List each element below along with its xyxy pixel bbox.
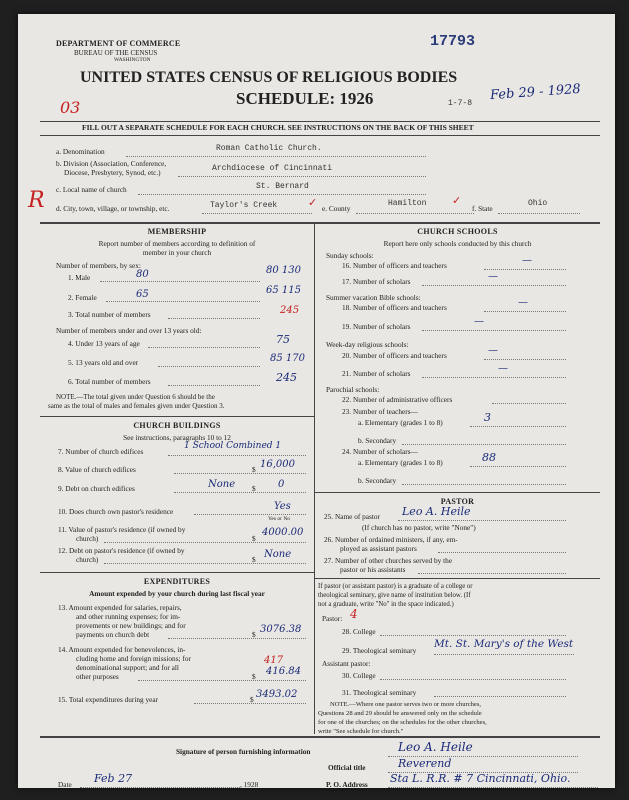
q19-label: 19. Number of scholars [342, 322, 411, 331]
q2-value-correction: 65 115 [266, 285, 301, 296]
assistant-label: Assistant pastor: [322, 659, 371, 668]
county-line [356, 213, 474, 214]
q6-value: 245 [276, 371, 297, 384]
buildings-rule [40, 572, 314, 573]
address-value: Sta L. R.R. # 7 Cincinnati, Ohio. [390, 772, 571, 785]
q3-line [168, 318, 260, 319]
q10-line [194, 514, 306, 515]
q14-answer-line [138, 680, 306, 681]
q23a-label: a. Elementary (grades 1 to 8) [358, 418, 443, 427]
q23a-value: 3 [484, 411, 491, 424]
pastor-note4: write "See schedule for church." [318, 728, 404, 735]
date-value: Feb 27 [94, 772, 133, 785]
summer-label: Summer vacation Bible schools: [326, 293, 421, 302]
q5-value: 85 170 [270, 353, 305, 364]
parochial-label: Parochial schools: [326, 385, 380, 394]
footer-rule [40, 736, 600, 738]
column-divider [314, 222, 315, 734]
state-value: Ohio [528, 199, 548, 208]
dollar-sign: $ [252, 630, 256, 639]
date-line [80, 787, 240, 788]
q27-label: 27. Number of other churches served by the [324, 556, 453, 565]
dollar-sign: $ [252, 534, 256, 543]
q3-label: 3. Total number of members [68, 310, 151, 319]
schedule-code: 1-7-8 [448, 99, 473, 108]
red-r-mark: R [28, 188, 45, 213]
address-line [388, 787, 598, 788]
q9-line [174, 492, 306, 493]
q23a-line [470, 426, 566, 427]
q12-label-cont: church) [76, 555, 99, 564]
red-check-icon: ✓ [452, 195, 462, 207]
schools-sub: Report here only schools conducted by this church [383, 239, 532, 248]
dollar-sign: $ [252, 672, 256, 681]
q31-line [434, 696, 566, 697]
q24a-label: a. Elementary (grades 1 to 8) [358, 458, 443, 467]
q20-label: 20. Number of officers and teachers [342, 351, 447, 360]
schedule-number: 17793 [430, 33, 476, 50]
buildings-sub: See instructions, paragraphs 10 to 12 [123, 433, 231, 442]
pastor-note3: for one of the churches; on the schedules for the other churches, [318, 719, 487, 726]
q7-value: 1 School Combined 1 [184, 441, 282, 451]
q12-label: 12. Debt on pastor's residence (if owned by [58, 546, 185, 555]
q25-label: 25. Name of pastor [324, 512, 380, 521]
q2-value: 65 [136, 289, 149, 300]
q10-hint: Yes or No [268, 516, 291, 522]
dollar-sign: $ [250, 695, 254, 704]
bureau-name: BUREAU OF THE CENSUS [74, 49, 158, 57]
q8-value: 16,000 [260, 459, 295, 470]
q11-label: 11. Value of pastor's residence (if owned by [58, 525, 186, 534]
city-label: d. City, town, village, or township, etc. [56, 204, 170, 213]
q29-label: 29. Theological seminary [342, 646, 417, 655]
q23-label: 23. Number of teachers— [342, 407, 418, 416]
pastor-heading: PASTOR [440, 497, 475, 506]
q13-line2: and other running expenses; for im- [76, 612, 181, 621]
q13-line4: payments on church debt [76, 630, 150, 639]
q26-label-cont: ployed as assistant pastors [340, 544, 417, 553]
q9-label: 9. Debt on church edifices [58, 484, 135, 493]
division-label-cont: Diocese, Presbytery, Synod, etc.) [64, 168, 161, 177]
q24a-value: 88 [482, 451, 496, 464]
q9-value: None [208, 479, 236, 490]
q19-line [422, 330, 566, 331]
graduate-note1: If pastor (or assistant pastor) is a graduate of a college or [318, 583, 473, 590]
official-title-label: Official title [328, 763, 366, 772]
county-value: Hamilton [388, 199, 427, 208]
q10-value: Yes [274, 501, 291, 512]
q13-value: 3076.38 [260, 624, 302, 635]
q22-label: 22. Number of administrative officers [342, 395, 453, 404]
expenditures-heading: EXPENDITURES [143, 577, 211, 586]
q13-line1: 13. Amount expended for salaries, repairs, [58, 603, 182, 612]
q22-line [492, 403, 566, 404]
denomination-label: a. Denomination [56, 147, 105, 156]
q21-value: — [498, 363, 508, 374]
sunday-label: Sunday schools: [326, 251, 374, 260]
membership-rule [40, 416, 314, 417]
q30-line [380, 679, 566, 680]
q13-line3: provements or new buildings; and for [76, 621, 186, 630]
q25-value: Leo A. Heile [402, 505, 471, 518]
local-name-label: c. Local name of church [56, 185, 127, 194]
q9-value-alt: 0 [278, 479, 285, 490]
q8-label: 8. Value of church edifices [58, 465, 136, 474]
state-label: f. State [472, 204, 493, 213]
q11-label-cont: church) [76, 534, 99, 543]
division-label: b. Division (Association, Conference, [56, 159, 167, 168]
q18-line [484, 311, 566, 312]
q7-line [168, 455, 306, 456]
dollar-sign: $ [252, 465, 256, 474]
q1-value: 80 [136, 269, 149, 280]
q5-label: 5. 13 years old and over [68, 358, 139, 367]
graduate-note3: not a graduate, write "No" in the space indicated.) [318, 601, 454, 608]
schedule-year: SCHEDULE: 1926 [236, 89, 374, 108]
q27-line [418, 573, 566, 574]
graduate-note2: theological seminary, give name of institution below. (If [318, 592, 471, 599]
q11-line [104, 542, 306, 543]
q16-label: 16. Number of officers and teachers [342, 261, 447, 270]
q17-label: 17. Number of scholars [342, 277, 411, 286]
pastor-red-mark: 4 [350, 607, 358, 621]
q17-line [422, 285, 566, 286]
date-year: , 1928 [240, 780, 259, 788]
q29-value: Mt. St. Mary's of the West [434, 638, 574, 650]
signature-value: Leo A. Heile [398, 740, 473, 754]
q21-line [422, 377, 566, 378]
red-check-icon: ✓ [308, 197, 318, 209]
q18-label: 18. Number of officers and teachers [342, 303, 447, 312]
membership-note2: same as the total of males and females given under Question 3. [48, 402, 225, 410]
membership-sub1: Report number of members according to definition of [98, 239, 256, 248]
local-name-value: St. Bernard [256, 182, 309, 191]
q16-value: — [522, 255, 532, 266]
instruction-banner: FILL OUT A SEPARATE SCHEDULE FOR EACH CHURCH. SEE INSTRUCTIONS ON THE BACK OF THIS SHEET [82, 123, 474, 132]
q7-label: 7. Number of church edifices [58, 447, 144, 456]
q4-value: 75 [276, 333, 290, 346]
pastor-sub-label: Pastor: [322, 614, 343, 623]
city-line [202, 213, 312, 214]
header-rule-top [40, 121, 600, 122]
dollar-sign: $ [252, 484, 256, 493]
local-name-line [138, 194, 426, 195]
city-name: WASHINGTON [114, 57, 151, 63]
q1-line [100, 281, 260, 282]
q21-label: 21. Number of scholars [342, 369, 411, 378]
q16-line [484, 269, 566, 270]
q25-line [398, 520, 566, 521]
q4-label: 4. Under 13 years of age [68, 339, 140, 348]
q26-line [438, 552, 566, 553]
q13-answer-line [168, 638, 306, 639]
q10-label: 10. Does church own pastor's residence [58, 507, 174, 516]
buildings-heading: CHURCH BUILDINGS [133, 421, 221, 430]
division-value: Archdiocese of Cincinnati [212, 164, 333, 173]
q15-label: 15. Total expenditures during year [58, 695, 159, 704]
q28-line [380, 635, 566, 636]
department-name: DEPARTMENT OF COMMERCE [56, 39, 181, 48]
q14-value: 416.84 [266, 666, 301, 677]
q18-value: — [518, 297, 528, 308]
q26-label: 26. Number of ordained ministers, if any, em- [324, 535, 458, 544]
q12-value: None [264, 549, 292, 560]
denomination-line [126, 156, 426, 157]
q17-value: — [488, 271, 498, 282]
q23b-label: b. Secondary [358, 436, 397, 445]
q30-label: 30. College [342, 671, 376, 680]
by-sex-label: Number of members, by sex: [56, 261, 141, 270]
date-label: Date [58, 780, 72, 788]
q15-value: 3493.02 [256, 689, 298, 700]
q14-line2: cluding home and foreign missions; for [76, 654, 191, 663]
address-label: P. O. Address [326, 780, 368, 788]
q14-line4: other purposes [76, 672, 119, 681]
q25-note: (If church has no pastor, write "None") [362, 523, 476, 532]
q29-line [434, 654, 574, 655]
expenditures-sub: Amount expended by your church during last fiscal year [89, 589, 265, 598]
q1-value-correction: 80 130 [266, 265, 301, 276]
q28-label: 28. College [342, 627, 376, 636]
q6-line [168, 385, 260, 386]
q23b-line [402, 444, 566, 445]
division-line [178, 176, 426, 177]
dollar-sign: $ [252, 555, 256, 564]
q31-label: 31. Theological seminary [342, 688, 417, 697]
q3-value: 245 [280, 305, 300, 316]
schools-heading: CHURCH SCHOOLS [417, 227, 498, 236]
census-schedule-sheet [18, 14, 615, 788]
q14-line1: 14. Amount expended for benevolences, in- [58, 645, 186, 654]
q11-value: 4000.00 [262, 527, 304, 538]
q14-line3: denominational support; and for all [76, 663, 179, 672]
city-value: Taylor's Creek [210, 201, 278, 210]
q19-value: — [474, 316, 484, 327]
q1-label: 1. Male [68, 273, 91, 282]
q20-line [484, 359, 566, 360]
membership-note1: NOTE.—The total given under Question 6 should be the [56, 393, 215, 401]
q12-line [104, 563, 306, 564]
q24b-label: b. Secondary [358, 476, 397, 485]
pastor-note1: NOTE.—Where one pastor serves two or more churches, [330, 701, 482, 708]
signature-label: Signature of person furnishing information [176, 747, 311, 756]
q2-label: 2. Female [68, 293, 97, 302]
q27-label-cont: pastor or his assistants [340, 565, 406, 574]
q4-line [148, 347, 260, 348]
q14-value-correction: 417 [264, 655, 284, 666]
q20-value: — [488, 345, 498, 356]
pastor-note2: Questions 28 and 29 should be answered only on the schedule [318, 710, 482, 717]
schools-rule [315, 492, 600, 493]
q24a-line [470, 466, 566, 467]
q24b-line [402, 484, 566, 485]
denomination-value: Roman Catholic Church. [216, 144, 322, 153]
pastor-rule [315, 578, 600, 579]
form-title: UNITED STATES CENSUS OF RELIGIOUS BODIES [80, 69, 458, 86]
q2-line [106, 301, 260, 302]
q24-label: 24. Number of scholars— [342, 447, 418, 456]
red-office-mark: 03 [60, 98, 81, 117]
q6-label: 6. Total number of members [68, 377, 151, 386]
header-rule-bottom [40, 135, 600, 136]
official-title-value: Reverend [398, 757, 452, 770]
state-line [498, 213, 580, 214]
weekday-label: Week-day religious schools: [326, 340, 409, 349]
membership-sub2: member in your church [142, 248, 212, 257]
q8-line [174, 473, 306, 474]
q5-line [158, 366, 260, 367]
age-heading: Number of members under and over 13 years old: [56, 326, 202, 335]
section-rule [40, 222, 600, 224]
received-date: Feb 29 - 1928 [489, 81, 582, 104]
county-label: e. County [322, 204, 351, 213]
membership-heading: MEMBERSHIP [147, 227, 207, 236]
